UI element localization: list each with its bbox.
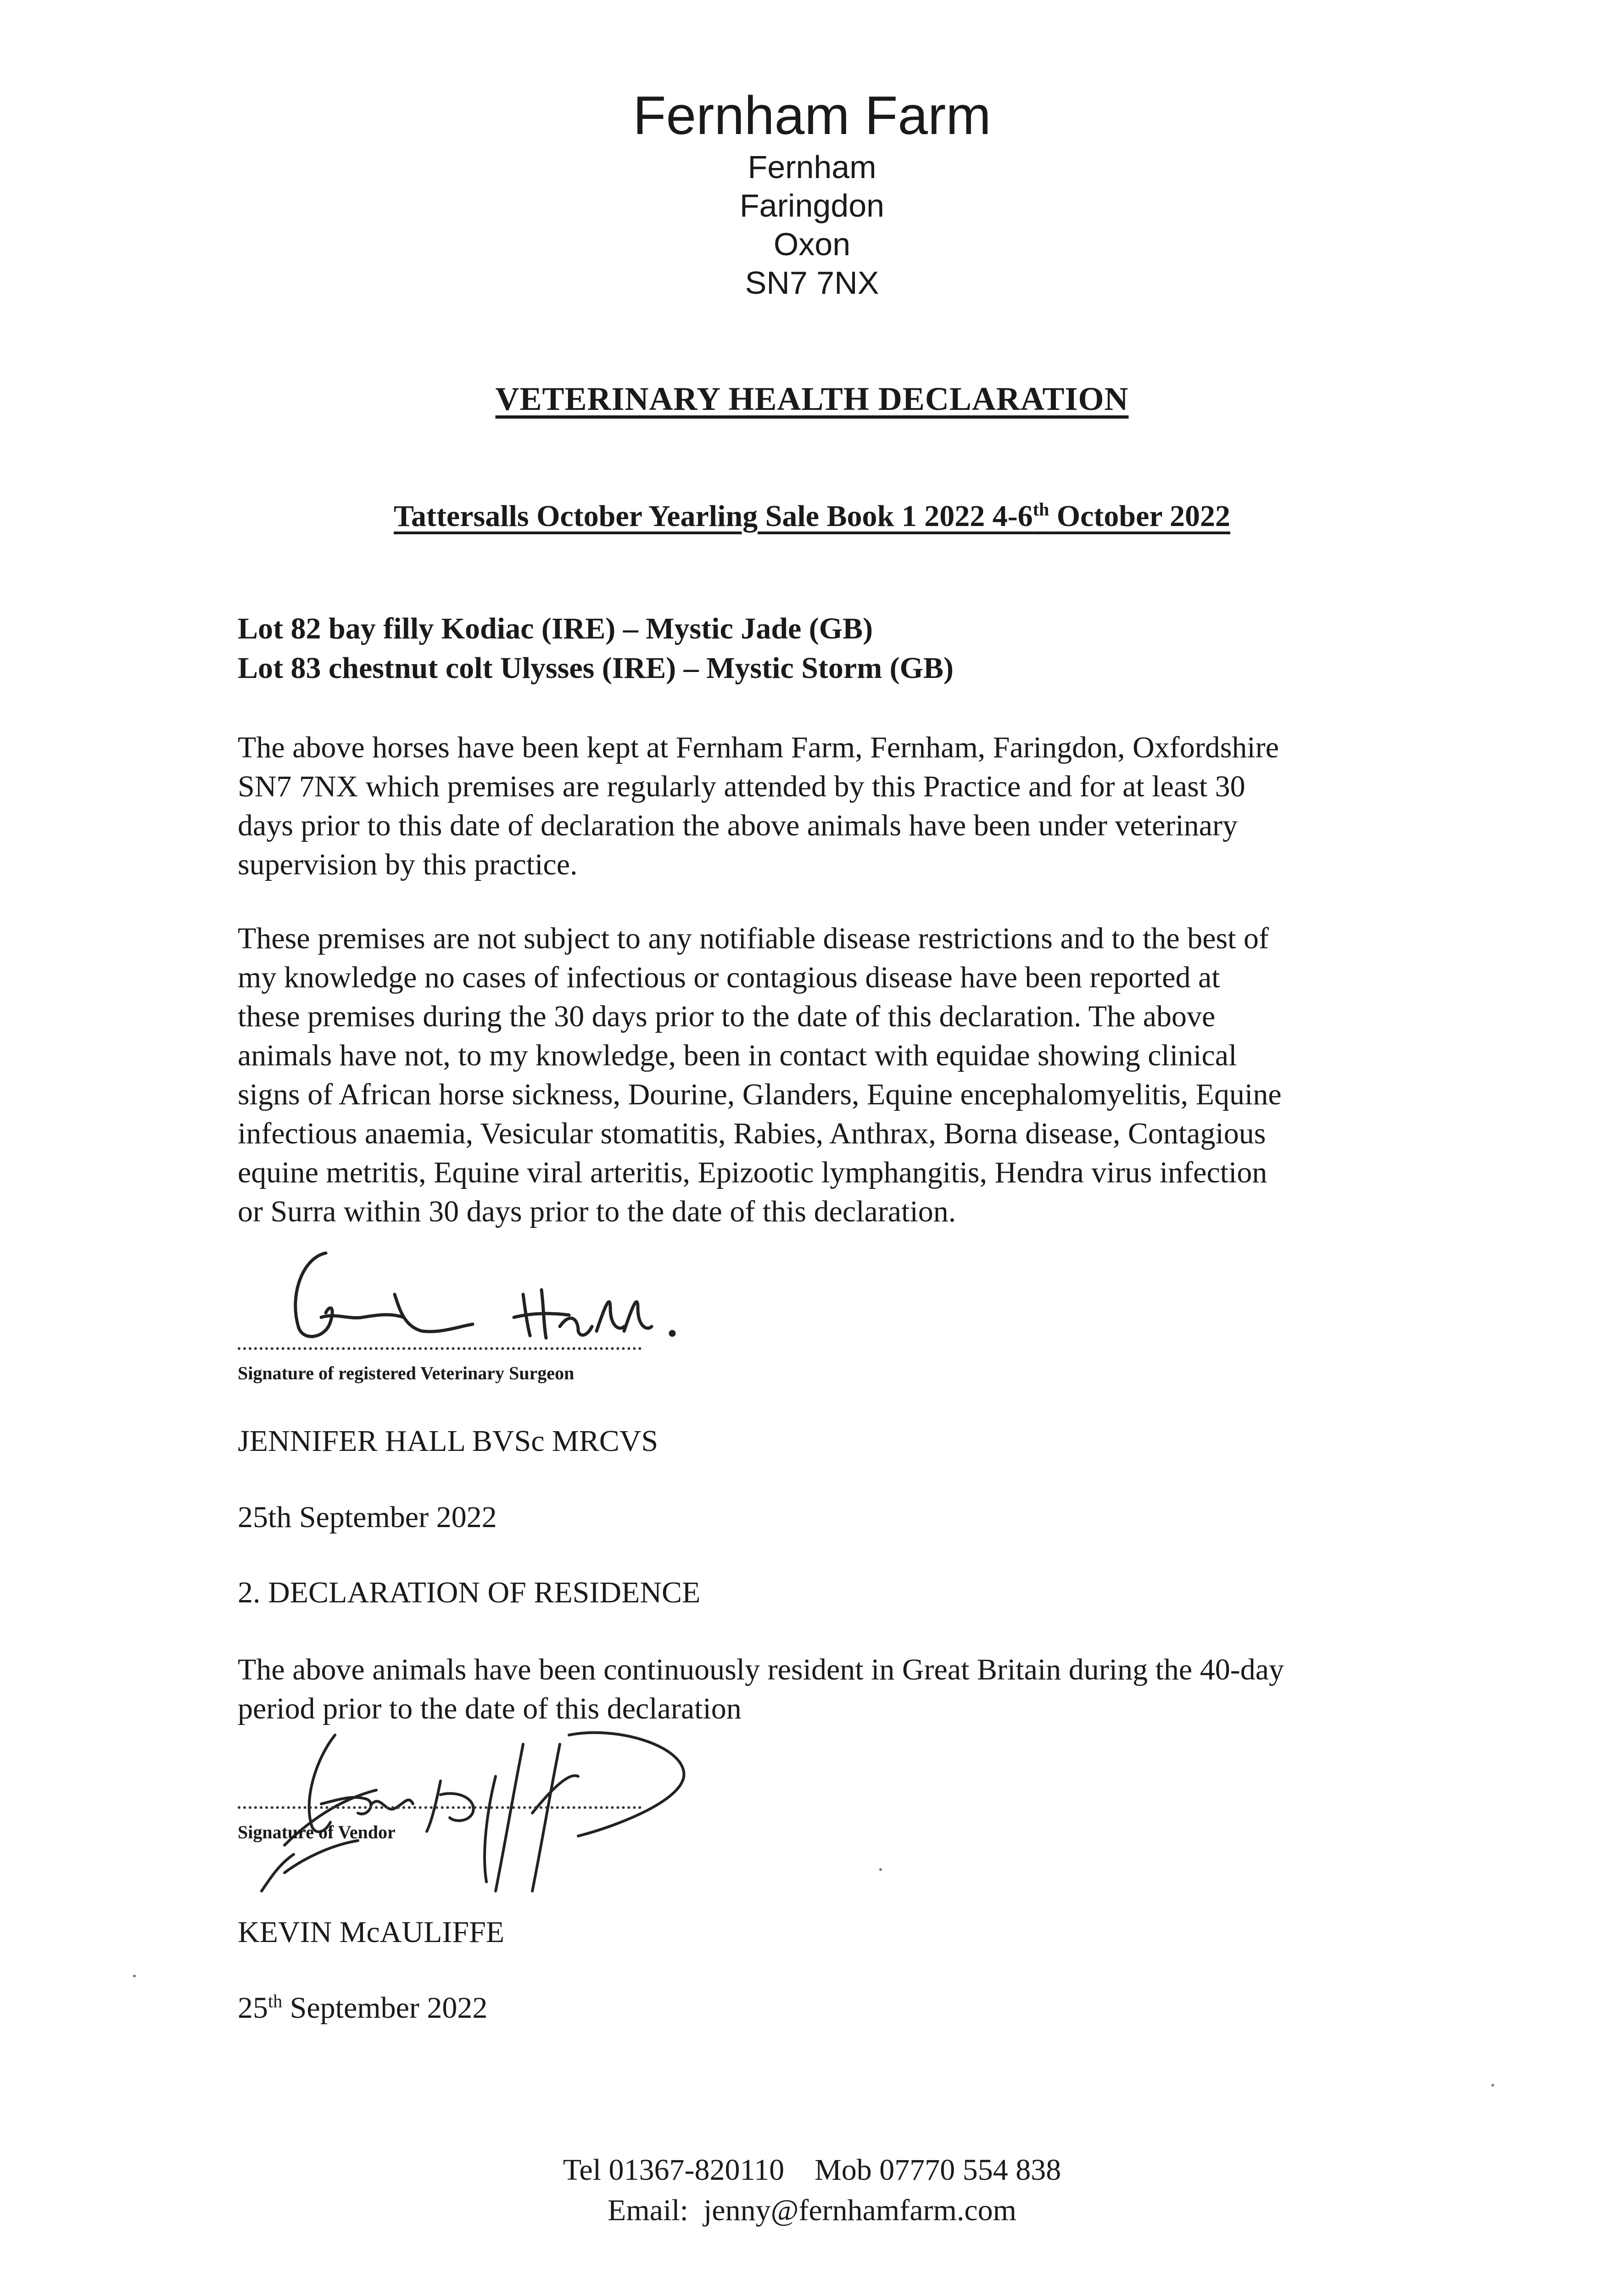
address-line-1: Fernham xyxy=(748,149,876,185)
vet-signature-date: 25th September 2022 xyxy=(238,1500,497,1534)
paragraph-line: SN7 7NX which premises are regularly attended by this Practice and for at least 30 xyxy=(238,770,1245,803)
document-title: VETERINARY HEALTH DECLARATION xyxy=(495,381,1129,417)
sale-heading-text: Tattersalls October Yearling Sale Book 1 2022 4-6 xyxy=(394,499,1033,533)
address-line-3: Oxon xyxy=(773,226,851,262)
paragraph-line: my knowledge no cases of infectious or contagious disease have been reported at xyxy=(238,961,1220,994)
footer-phone: Tel 01367-820110 Mob 07770 554 838 xyxy=(563,2153,1061,2187)
vet-signature-line xyxy=(238,1347,642,1350)
paragraph-line: signs of African horse sickness, Dourine, Glanders, Equine encephalomyelitis, Equine xyxy=(238,1078,1282,1111)
sale-heading-superscript: th xyxy=(1032,499,1049,520)
scan-speck xyxy=(1491,2084,1494,2087)
sale-heading-suffix: October 2022 xyxy=(1049,499,1230,533)
paragraph-line: these premises during the 30 days prior to the date of this declaration. The above xyxy=(238,1000,1216,1033)
paragraph-line: These premises are not subject to any notifiable disease restrictions and to the best of xyxy=(238,922,1269,955)
vendor-signature-date xyxy=(238,1990,487,2026)
residence-heading: 2. DECLARATION OF RESIDENCE xyxy=(238,1576,701,1609)
vendor-date-rest: September 2022 xyxy=(282,1991,488,2025)
vendor-name: KEVIN McAULIFFE xyxy=(238,1915,505,1949)
vendor-signature-line xyxy=(238,1806,642,1809)
farm-name: Fernham Farm xyxy=(633,85,991,146)
vendor-signature-image xyxy=(202,1707,734,1900)
vendor-signature-caption: Signature of Vendor xyxy=(238,1822,396,1842)
paragraph-line: days prior to this date of declaration the above animals have been under veterinary xyxy=(238,809,1238,842)
vendor-date-superscript: th xyxy=(268,1991,283,2011)
paragraph-line: period prior to the date of this declaration xyxy=(238,1692,742,1725)
vendor-date-day: 25 xyxy=(238,1991,268,2025)
vet-signature-image xyxy=(257,1239,698,1349)
lot-82: Lot 82 bay filly Kodiac (IRE) – Mystic Jade (GB) xyxy=(238,612,873,645)
paragraph-line: The above animals have been continuously resident in Great Britain during the 40-day xyxy=(238,1653,1284,1686)
sale-heading xyxy=(0,498,1624,534)
vet-signature-caption: Signature of registered Veterinary Surgeon xyxy=(238,1363,575,1383)
lot-83: Lot 83 chestnut colt Ulysses (IRE) – Mystic Storm (GB) xyxy=(238,651,954,685)
address-line-2: Faringdon xyxy=(739,188,885,224)
scan-speck xyxy=(133,1975,136,1977)
paragraph-line: or Surra within 30 days prior to the date of this declaration. xyxy=(238,1195,956,1228)
paragraph-line: supervision by this practice. xyxy=(238,848,578,881)
paragraph-disease-restrictions xyxy=(238,919,1412,1231)
paragraph-line: equine metritis, Equine viral arteritis, Epizootic lymphangitis, Hendra virus infection xyxy=(238,1156,1267,1189)
address-line-4: SN7 7NX xyxy=(745,265,879,301)
paragraph-line: animals have not, to my knowledge, been in contact with equidae showing clinical xyxy=(238,1039,1237,1072)
footer-email: Email: jenny@fernhamfarm.com xyxy=(608,2194,1016,2227)
vet-name: JENNIFER HALL BVSc MRCVS xyxy=(238,1424,659,1458)
scan-speck xyxy=(879,1868,882,1871)
paragraph-line: infectious anaemia, Vesicular stomatitis, Rabies, Anthrax, Borna disease, Contagious xyxy=(238,1117,1266,1150)
paragraph-kept-at-premises xyxy=(238,728,1412,884)
paragraph-line: The above horses have been kept at Fernham Farm, Fernham, Faringdon, Oxfordshire xyxy=(238,731,1279,764)
